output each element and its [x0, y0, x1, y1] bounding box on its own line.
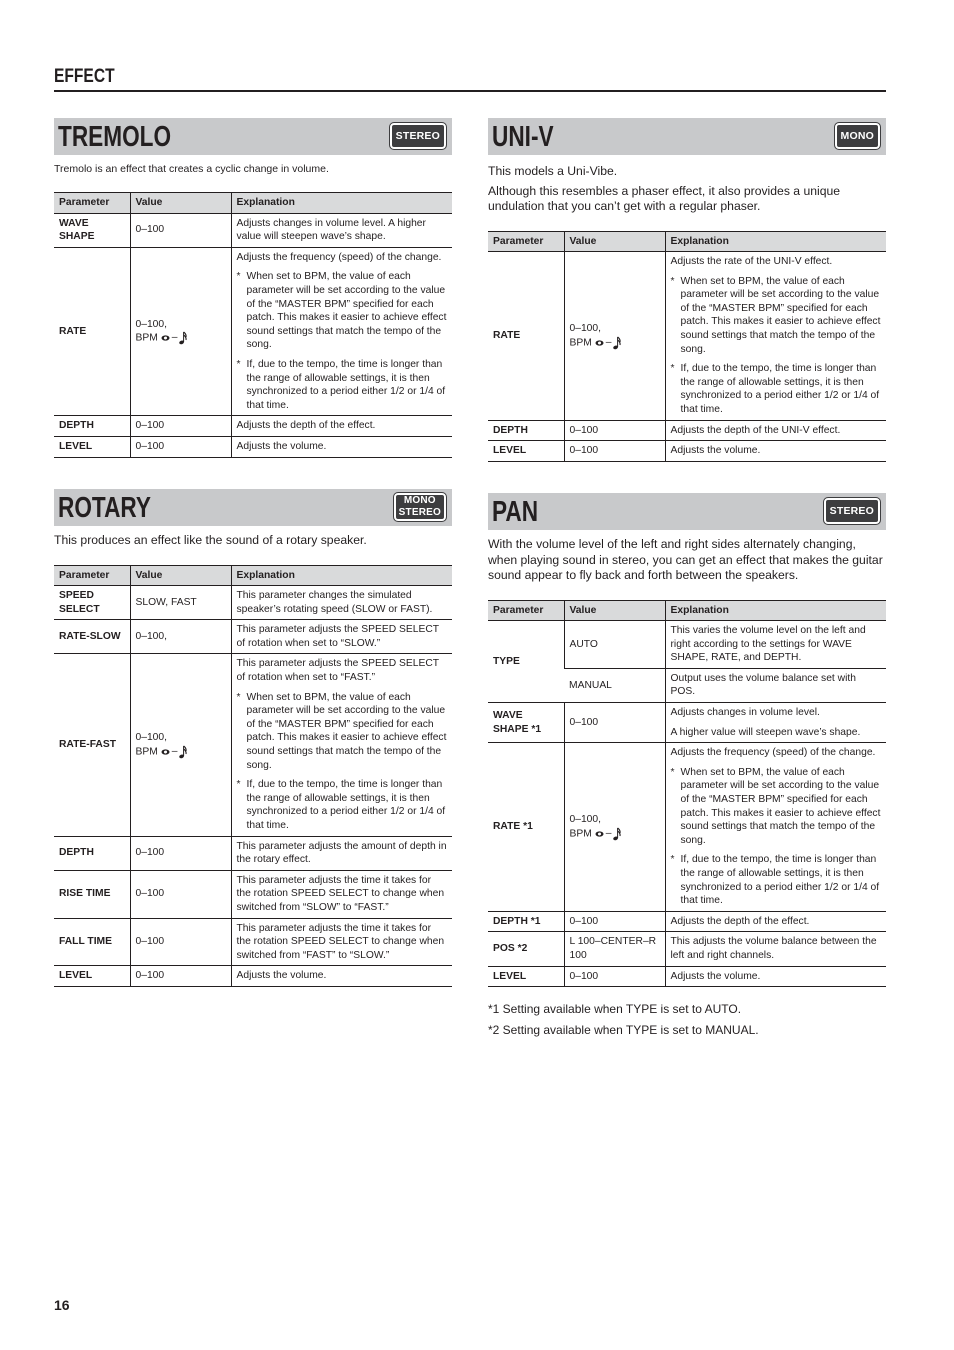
mono-badge: MONO [835, 123, 880, 149]
param-cell: RISE TIME [54, 870, 130, 918]
note-text: When set to BPM, the value of each parameter will be set according to the value of the “MASTER BPM” specified for each patch. This makes it easier to achieve effect sound settings that match the tempo of the song. [680, 275, 881, 355]
mono-badge-label: MONO [403, 495, 436, 506]
explanation-cell [231, 436, 452, 457]
explanation-cell [231, 416, 452, 437]
explanation-cell [231, 966, 452, 987]
dash-icon: – [605, 336, 612, 348]
value-cell [130, 870, 231, 918]
dash-icon: – [171, 332, 178, 344]
bpm-label: BPM [135, 332, 158, 344]
param-cell: RATE-SLOW [54, 620, 130, 654]
value-text: 0–100 [569, 424, 599, 436]
rotary-title: ROTARY [58, 492, 151, 524]
param-cell: RATE *1 [488, 743, 564, 912]
value-text: 0–100 [135, 847, 165, 859]
page-number: 16 [54, 1297, 70, 1313]
univ-intro [488, 164, 886, 215]
tremolo-table-body [54, 213, 452, 457]
pan-section [488, 493, 886, 1038]
col-header-value: Value [564, 231, 665, 252]
univ-banner [488, 118, 886, 155]
univ-intro-line: Although this resembles a phaser effect, it also provides a unique undulation that you can’t get with a regular phaser. [488, 183, 841, 213]
table-row [54, 836, 452, 870]
whole-note-icon [595, 340, 604, 346]
explanation-cell [231, 247, 452, 416]
univ-table-body [488, 252, 886, 462]
col-header-value: Value [130, 565, 231, 586]
table-row [488, 441, 886, 462]
table-row [54, 416, 452, 437]
explanation-note [671, 766, 882, 848]
explanation-text: Adjusts changes in volume level. [670, 707, 820, 719]
explanation-text: Adjusts the depth of the effect. [670, 915, 810, 927]
param-cell: DEPTH [54, 416, 130, 437]
value-cell [130, 416, 231, 437]
explanation-note [671, 275, 882, 357]
univ-table [488, 231, 886, 462]
value-cell [564, 703, 665, 743]
value-text: 0–100 [569, 716, 599, 728]
col-header-parameter: Parameter [488, 231, 564, 252]
col-header-parameter: Parameter [54, 565, 130, 586]
univ-intro-line: This models a Uni-Vibe. [488, 164, 618, 178]
param-cell: WAVE SHAPE *1 [488, 703, 564, 743]
sixteenth-note-icon [613, 336, 621, 350]
explanation-text: This parameter adjusts the SPEED SELECT of rotation when set to “FAST.” [236, 658, 439, 684]
asterisk-mark: * [236, 358, 241, 370]
param-cell: DEPTH *1 [488, 911, 564, 932]
param-cell: LEVEL [488, 441, 564, 462]
value-text: 0–100 [135, 970, 165, 982]
value-text: 0–100, [569, 322, 601, 334]
note-text: When set to BPM, the value of each parameter will be set according to the value of the “MASTER BPM” specified for each patch. This makes it easier to achieve effect sound settings that match the tempo of the song. [246, 691, 447, 771]
note-icons [595, 827, 622, 841]
explanation-cell [231, 586, 452, 620]
stereo-badge-label: STEREO [398, 507, 441, 518]
col-header-value: Value [130, 193, 231, 214]
param-cell: LEVEL [54, 966, 130, 987]
pan-table [488, 600, 886, 988]
table-row [54, 620, 452, 654]
explanation-cell [231, 918, 452, 966]
value-text: 0–100 [569, 445, 599, 457]
value-cell [130, 654, 231, 836]
note-icons [161, 745, 188, 759]
value-cell: AUTO [564, 621, 665, 669]
explanation-cell [665, 932, 886, 966]
sixteenth-note-icon [613, 827, 621, 841]
rotary-banner [54, 489, 452, 526]
table-row [488, 932, 886, 966]
value-text: L 100–CENTER–R 100 [569, 936, 657, 961]
param-cell: SPEED SELECT [54, 586, 130, 620]
param-cell: RATE-FAST [54, 654, 130, 836]
pan-footnotes [488, 1001, 886, 1038]
table-row [54, 247, 452, 416]
col-header-parameter: Parameter [54, 193, 130, 214]
tremolo-banner [54, 118, 452, 155]
value-text: 0–100 [135, 936, 165, 948]
stereo-badge: STEREO [824, 498, 880, 524]
tremolo-table [54, 192, 452, 458]
explanation-cell [231, 213, 452, 247]
table-row [54, 870, 452, 918]
value-cell [564, 743, 665, 912]
table-row [54, 213, 452, 247]
param-cell: DEPTH [54, 836, 130, 870]
table-row [54, 966, 452, 987]
table-row [54, 586, 452, 620]
value-cell [130, 213, 231, 247]
value-cell [564, 911, 665, 932]
explanation-cell [665, 703, 886, 743]
asterisk-mark: * [670, 363, 675, 375]
value-text: 0–100, [135, 732, 167, 744]
value-cell: MANUAL [564, 668, 665, 702]
explanation-text: Adjusts the volume. [236, 970, 327, 982]
pan-table-body [488, 621, 886, 987]
explanation-text: Adjusts the rate of the UNI-V effect. [670, 256, 833, 268]
note-text: When set to BPM, the value of each parameter will be set according to the value of the “MASTER BPM” specified for each patch. This makes it easier to achieve effect sound settings that match the tempo of the song. [246, 271, 447, 351]
param-cell: POS *2 [488, 932, 564, 966]
explanation-cell [665, 420, 886, 441]
explanation-cell [231, 836, 452, 870]
table-row [488, 703, 886, 743]
explanation-cell [665, 966, 886, 987]
value-cell [130, 966, 231, 987]
param-cell: TYPE [488, 621, 564, 703]
footnote: *1 Setting available when TYPE is set to AUTO. [488, 1002, 742, 1017]
param-cell: LEVEL [54, 436, 130, 457]
explanation-cell [665, 441, 886, 462]
explanation-text: A higher value will steepen wave’s shape. [670, 726, 861, 738]
bpm-label: BPM [135, 746, 158, 758]
table-row [488, 966, 886, 987]
explanation-text: This parameter adjusts the amount of depth in the rotary effect. [236, 840, 447, 866]
tremolo-intro: Tremolo is an effect that creates a cyclic change in volume. [54, 163, 329, 175]
note-text: When set to BPM, the value of each parameter will be set according to the value of the “MASTER BPM” specified for each patch. This makes it easier to achieve effect sound settings that match the tempo of the song. [680, 766, 881, 846]
univ-section [488, 118, 886, 462]
explanation-text: This parameter adjusts the time it takes for the rotation SPEED SELECT to change when switched from “SLOW” to “FAST.” [236, 874, 445, 913]
pan-intro: With the volume level of the left and right sides alternately changing, when playing sound in stereo, you can get an effect that makes the guitar sound appear to fly back and forth between the speakers. [488, 537, 883, 582]
asterisk-mark: * [236, 271, 241, 283]
explanation-text: This parameter adjusts the SPEED SELECT of rotation when set to “SLOW.” [236, 624, 439, 649]
explanation-text: Adjusts the depth of the effect. [236, 420, 376, 432]
table-row [488, 420, 886, 441]
note-text: If, due to the tempo, the time is longer than the range of allowable settings, it is then synchronized to a period either 1/2 or 1/4 of that time. [680, 854, 880, 907]
rotary-table [54, 565, 452, 987]
col-header-explanation: Explanation [231, 193, 452, 214]
param-cell: RATE [54, 247, 130, 416]
param-cell: DEPTH [488, 420, 564, 441]
asterisk-mark: * [236, 779, 241, 791]
explanation-cell [231, 654, 452, 836]
note-text: If, due to the tempo, the time is longer than the range of allowable settings, it is then synchronized to a period either 1/2 or 1/4 of that time. [246, 358, 446, 411]
value-cell [130, 586, 231, 620]
explanation-cell [231, 620, 452, 654]
value-text: 0–100 [135, 224, 165, 236]
value-cell [130, 436, 231, 457]
explanation-cell: Output uses the volume balance set with POS. [665, 668, 886, 702]
rotary-section [54, 489, 452, 987]
footnote: *2 Setting available when TYPE is set to MANUAL. [488, 1023, 759, 1038]
value-text: 0–100, [569, 814, 601, 826]
explanation-text: This parameter changes the simulated speaker’s rotating speed (SLOW or FAST). [236, 590, 433, 615]
param-cell: RATE [488, 252, 564, 421]
explanation-text: Adjusts the volume. [670, 970, 761, 982]
explanation-note [237, 778, 448, 832]
col-header-explanation: Explanation [665, 231, 886, 252]
note-icons [161, 331, 188, 345]
explanation-note [237, 691, 448, 773]
explanation-text: Adjusts the frequency (speed) of the change. [236, 251, 442, 263]
table-row [488, 252, 886, 421]
bpm-label: BPM [569, 337, 592, 349]
value-text: 0–100 [569, 970, 599, 982]
explanation-text: Adjusts the depth of the UNI-V effect. [670, 424, 841, 436]
value-text: 0–100 [135, 420, 165, 432]
tremolo-section [54, 118, 452, 458]
explanation-note [671, 853, 882, 907]
table-row [488, 911, 886, 932]
explanation-text: Adjusts changes in volume level. A higher value will steepen wave’s shape. [236, 217, 426, 243]
explanation-note [671, 362, 882, 416]
param-cell: LEVEL [488, 966, 564, 987]
col-header-explanation: Explanation [665, 600, 886, 621]
table-row [54, 654, 452, 836]
asterisk-mark: * [670, 275, 675, 287]
tremolo-title: TREMOLO [58, 121, 172, 153]
explanation-text: Adjusts the volume. [236, 440, 327, 452]
explanation-note [237, 358, 448, 412]
col-header-value: Value [564, 600, 665, 621]
table-row [488, 621, 886, 669]
note-icons [595, 336, 622, 350]
pan-title: PAN [492, 496, 539, 528]
value-cell [564, 252, 665, 421]
pan-banner [488, 493, 886, 530]
param-cell: WAVE SHAPE [54, 213, 130, 247]
explanation-cell [665, 252, 886, 421]
explanation-text: Adjusts the volume. [670, 445, 761, 457]
sixteenth-note-icon [179, 745, 187, 759]
value-text: SLOW, FAST [135, 596, 197, 608]
explanation-text: This parameter adjusts the time it takes for the rotation SPEED SELECT to change when switched from “FAST” to “SLOW.” [236, 922, 445, 961]
value-cell [564, 932, 665, 966]
asterisk-mark: * [670, 854, 675, 866]
univ-title: UNI-V [492, 121, 554, 153]
value-text: 0–100 [135, 440, 165, 452]
explanation-cell [665, 911, 886, 932]
value-text: 0–100, [135, 318, 167, 330]
value-cell [130, 620, 231, 654]
dash-icon: – [605, 827, 612, 839]
note-text: If, due to the tempo, the time is longer than the range of allowable settings, it is then synchronized to a period either 1/2 or 1/4 of that time. [246, 779, 446, 831]
rotary-table-body [54, 586, 452, 987]
table-row [54, 918, 452, 966]
table-row [54, 436, 452, 457]
rotary-intro: This produces an effect like the sound of a rotary speaker. [54, 533, 367, 547]
note-text: If, due to the tempo, the time is longer than the range of allowable settings, it is then synchronized to a period either 1/2 or 1/4 of that time. [680, 363, 880, 416]
value-text: 0–100 [569, 915, 599, 927]
whole-note-icon [161, 335, 170, 341]
mono-stereo-badge [394, 493, 446, 521]
col-header-explanation: Explanation [231, 565, 452, 586]
col-header-parameter: Parameter [488, 600, 564, 621]
whole-note-icon [161, 749, 170, 755]
stereo-badge: STEREO [390, 123, 446, 149]
whole-note-icon [595, 831, 604, 837]
sixteenth-note-icon [179, 331, 187, 345]
value-text: 0–100 [135, 888, 165, 900]
dash-icon: – [171, 745, 178, 757]
explanation-cell: This varies the volume level on the left and right according to the settings for WAVE SHAPE, RATE, and DEPTH. [665, 621, 886, 669]
value-text: 0–100, [135, 631, 167, 643]
asterisk-mark: * [670, 766, 675, 778]
explanation-cell [231, 870, 452, 918]
page-header [54, 62, 886, 92]
explanation-text: This adjusts the volume balance between the left and right channels. [670, 936, 877, 961]
value-cell [564, 420, 665, 441]
value-cell [564, 966, 665, 987]
asterisk-mark: * [236, 691, 241, 703]
explanation-text: Adjusts the frequency (speed) of the change. [670, 747, 876, 759]
explanation-cell [665, 743, 886, 912]
value-cell [130, 836, 231, 870]
table-row [488, 743, 886, 912]
bpm-label: BPM [569, 828, 592, 840]
value-cell [564, 441, 665, 462]
param-cell: FALL TIME [54, 918, 130, 966]
value-cell [130, 918, 231, 966]
explanation-note [237, 270, 448, 352]
section-title: EFFECT [54, 66, 115, 87]
value-cell [130, 247, 231, 416]
